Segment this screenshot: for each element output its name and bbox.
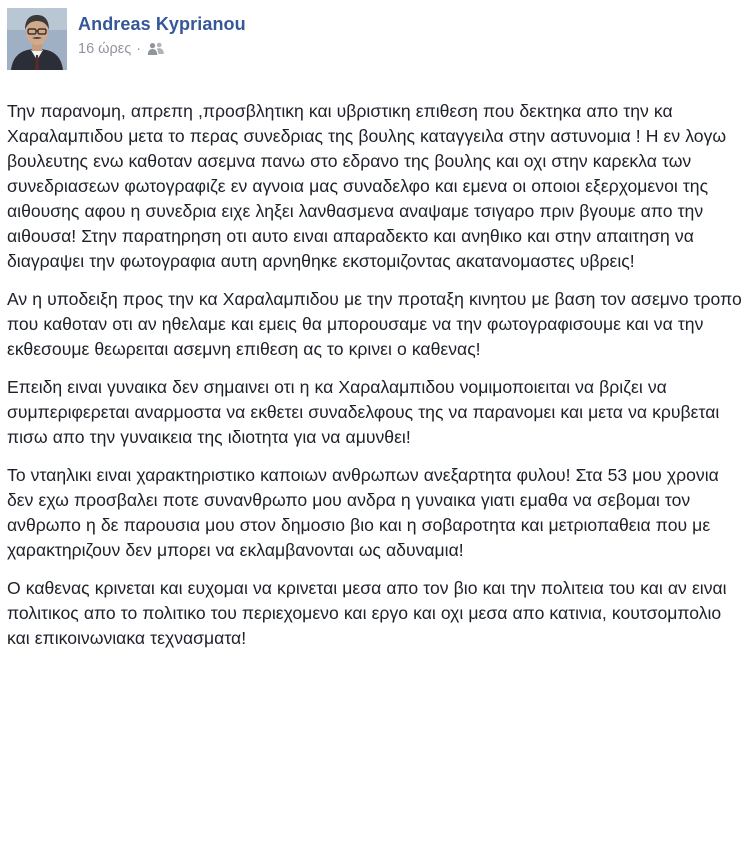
post-timestamp-link[interactable]: 16 ώρες xyxy=(78,41,132,57)
post-body xyxy=(7,99,745,651)
post-paragraph: Την παρανομη, απρεπη ,προσβλητικη και υβριστικη επιθεση που δεκτηκα απο την κα Χαραλαμπιδου μετα το περας συνεδριας της βουλης καταγγειλα στην αστυνομια ! Η εν λογω βουλευτης ενω καθοταν ασεμνα πανω στο εδρανο της βουλης και οχι στην καρεκλα των συνεδριασεων φωτογραφιζε εν αγνοια μας συναδελφο και εμενα οι οποιοι εξερχομενοι της αιθουσης αφου η συνεδρια ειχε ληξει λανθασμενα αναψαμε τσιγαρο πριν βγουμε απο την αιθουσα! Στην παρατηρηση οτι αυτο ειναι απαραδεκτο και ανηθικο και στην απαιτηση να διαγραψει την φωτογραφια αυτη αρνηθηκε εκστομιζοντας ακατανομαστες υβρεις! xyxy=(7,101,727,271)
avatar-portrait-icon xyxy=(7,8,67,70)
author-block xyxy=(78,8,246,57)
post-paragraph: Αν η υποδειξη προς την κα Χαραλαμπιδου με την προταξη κινητου με βαση τον ασεμνο τροπο που καθοταν οτι αν ηθελαμε και εμεις θα μπορουσαμε να την φωτογραφισουμε και να την εκθεσουμε θεωρειται ασεμνη επιθεση ας το κρινει ο καθενας! xyxy=(7,289,742,359)
author-name-link[interactable]: Andreas Kyprianou xyxy=(78,14,246,34)
author-avatar[interactable] xyxy=(7,8,67,70)
privacy-friends-icon xyxy=(147,42,165,56)
post-header xyxy=(7,8,744,78)
friends-icon[interactable] xyxy=(147,42,165,56)
meta-separator: · xyxy=(136,41,142,57)
post-paragraph: Το νταηλικι ειναι χαρακτηριστικο καποιων ανθρωπων ανεξαρτητα φυλου! Στα 53 μου χρονια δεν εχω προσβαλει ποτε συνανθρωπο μου ανδρα η γυναικα γιατι εμαθα να σεβομαι τον ανθρωπο η δε παρουσια μου στον δημοσιο βιο και η σοβαροτητα και μετριοπαθεια που με χαρακτηριζουν δεν μπορει να εκλαμβανονται ως αδυναμια! xyxy=(7,465,719,560)
post-meta xyxy=(78,41,246,57)
post-paragraph: Επειδη ειναι γυναικα δεν σημαινει οτι η κα Χαραλαμπιδου νομιμοποιειται να βριζει να συμπεριφερεται αναρμοστα να εκθετει συναδελφους της να παρανομει και μετα να κρυβεται πισω απο την γυναικεια της ιδιοτητα για να αμυνθει! xyxy=(7,377,720,447)
post-paragraph: Ο καθενας κρινεται και ευχομαι να κρινεται μεσα απο τον βιο και την πολιτεια του και αν ειναι πολιτικος απο το πολιτικο του περιεχομενο και εργο και οχι μεσα απο κατινια, κουτσομπολιο και επικοινωνιακα τεχνασματα! xyxy=(7,578,727,648)
